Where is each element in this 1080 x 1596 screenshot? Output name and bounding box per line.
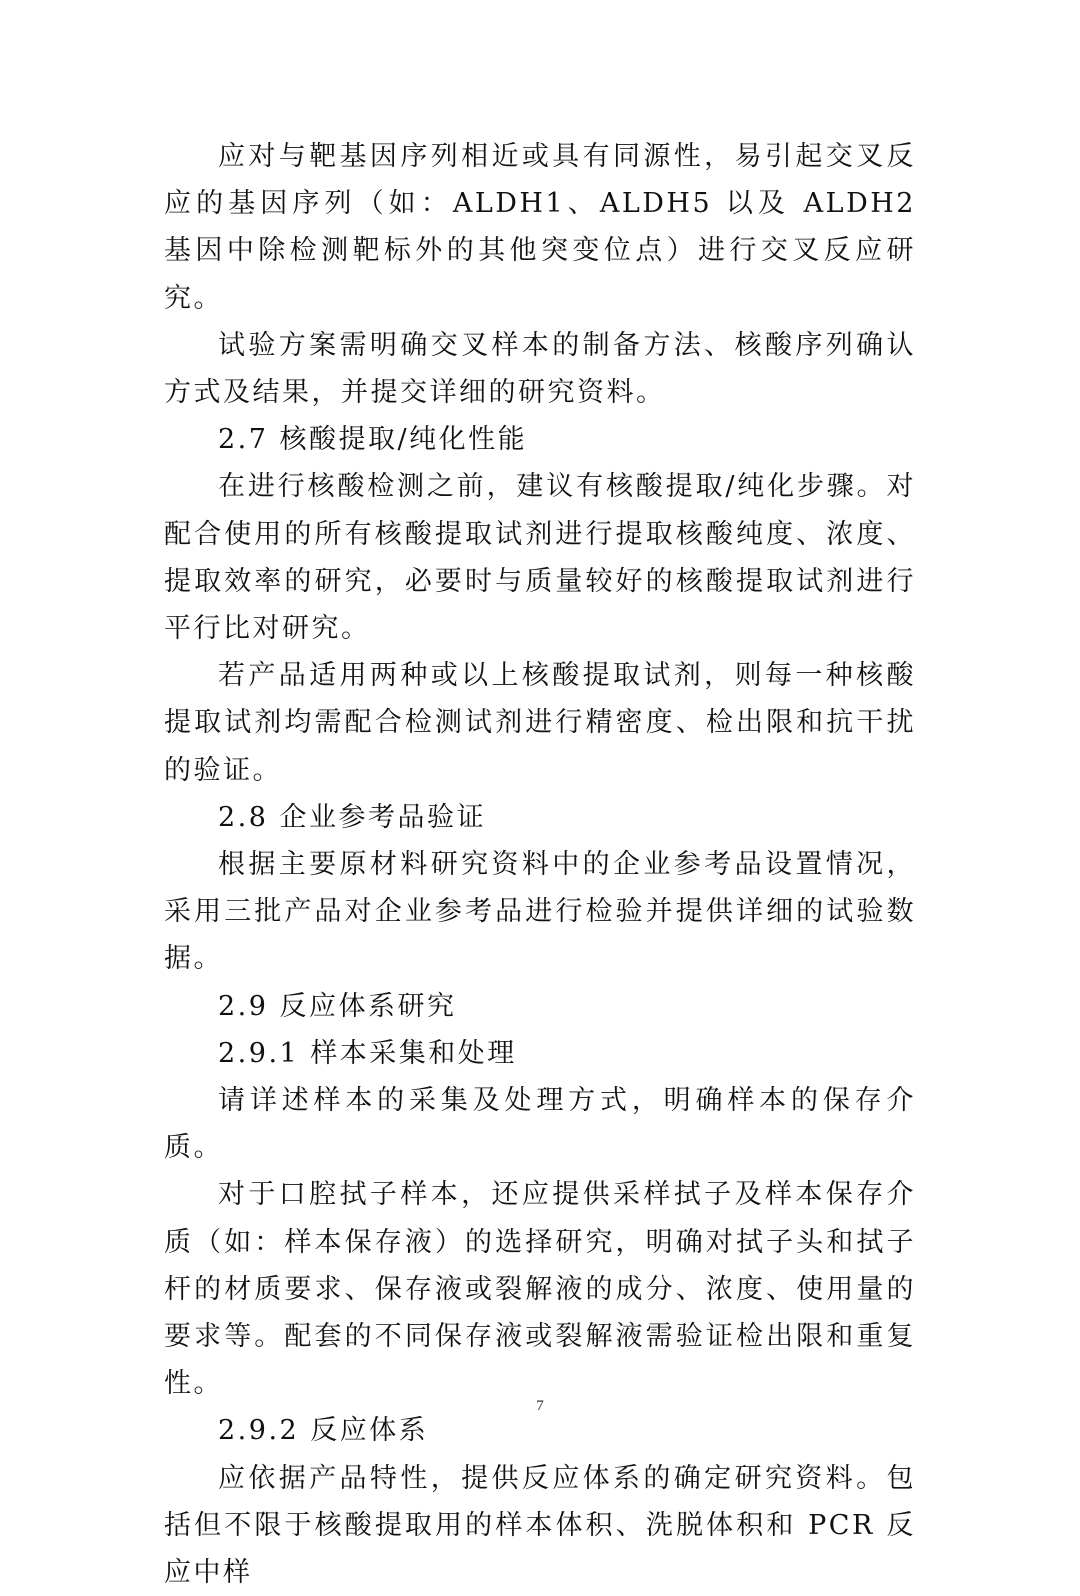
- section-heading-2-7: 2.7 核酸提取/纯化性能: [218, 424, 528, 456]
- paragraph-swab-samples: 对于口腔拭子样本，还应提供采样拭子及样本保存介质（如：样本保存液）的选择研究，明确对拭子头和拭子杆的材质要求、保存液或裂解液的成分、浓度、使用量的要求等。配套的不同保存液或裂解液需验证检出限和重复性。: [164, 1179, 916, 1400]
- section-heading-2-8: 2.8 企业参考品验证: [218, 801, 487, 833]
- section-heading-2-9: 2.9 反应体系研究: [218, 990, 457, 1022]
- section-heading-2-9-1: 2.9.1 样本采集和处理: [218, 1037, 517, 1069]
- page-number: 7: [536, 1398, 544, 1414]
- section-heading-2-9-2: 2.9.2 反应体系: [218, 1415, 429, 1447]
- paragraph-multiple-reagents: 若产品适用两种或以上核酸提取试剂，则每一种核酸提取试剂均需配合检测试剂进行精密度、检出限和抗干扰的验证。: [164, 660, 916, 786]
- paragraph-sample-collection: 请详述样本的采集及处理方式，明确样本的保存介质。: [164, 1085, 916, 1164]
- paragraph-cross-reaction: 应对与靶基因序列相近或具有同源性，易引起交叉反应的基因序列（如：ALDH1、ALDH5 以及 ALDH2 基因中除检测靶标外的其他突变位点）进行交叉反应研究。: [164, 141, 916, 314]
- paragraph-test-protocol: 试验方案需明确交叉样本的制备方法、核酸序列确认方式及结果，并提交详细的研究资料。: [164, 329, 916, 409]
- paragraph-reaction-system: 应依据产品特性，提供反应体系的确定研究资料。包括但不限于核酸提取用的样本体积、洗脱体积和 PCR 反应中样: [164, 1462, 916, 1589]
- paragraph-reference-validation: 根据主要原材料研究资料中的企业参考品设置情况，采用三批产品对企业参考品进行检验并提供详细的试验数据。: [164, 849, 916, 975]
- document-body: [164, 133, 916, 1596]
- paragraph-extraction-step: 在进行核酸检测之前，建议有核酸提取/纯化步骤。对配合使用的所有核酸提取试剂进行提取核酸纯度、浓度、提取效率的研究，必要时与质量较好的核酸提取试剂进行平行比对研究。: [164, 471, 916, 645]
